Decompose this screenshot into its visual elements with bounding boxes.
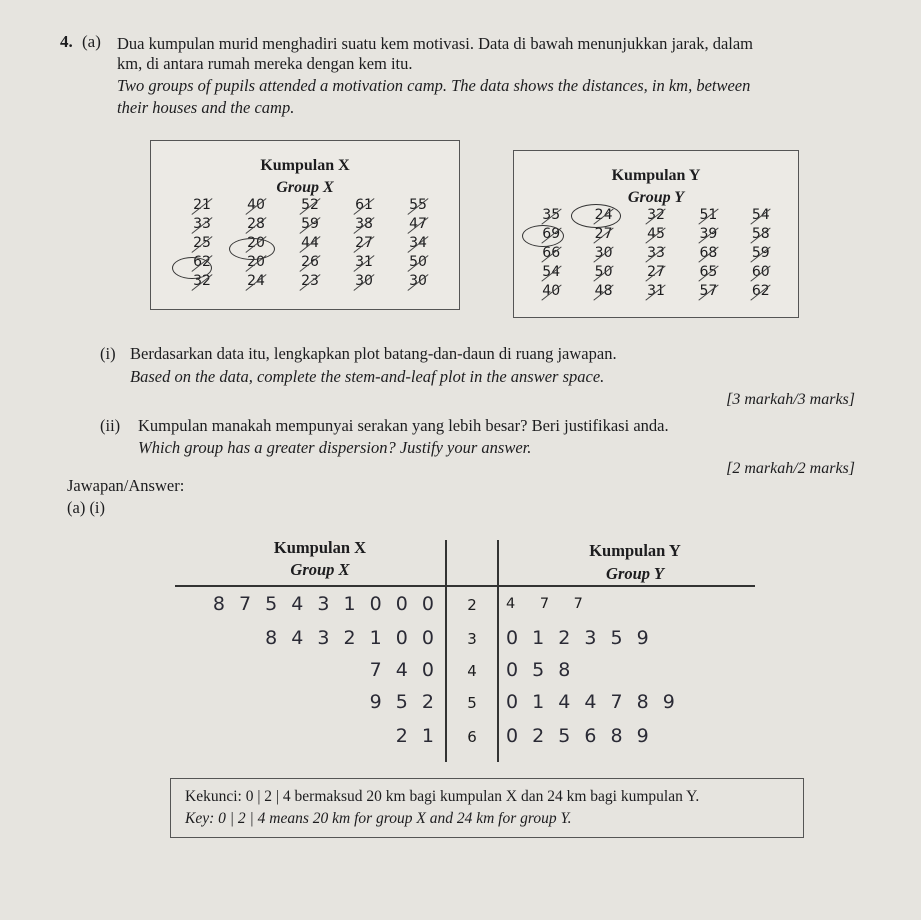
group-y-value: 62 [735,282,787,301]
group-x-value: 61 [337,196,391,215]
circled-value-mark [522,225,564,247]
group-x-value: 55 [391,196,445,215]
group-x-value: 38 [337,215,391,234]
key-text-malay: Kekunci: 0 | 2 | 4 bermaksud 20 km bagi kumpulan X dan 24 km bagi kumpulan Y. [185,788,700,805]
group-y-value: 57 [682,282,734,301]
stem-leaf-stem: 3 [467,630,477,648]
part-i-text-malay: Berdasarkan data itu, lengkapkan plot batang-dan-daun di ruang jawapan. [130,344,617,363]
group-x-values [175,196,445,291]
group-x-value: 21 [175,196,229,215]
answer-heading: Jawapan/Answer: [67,476,185,495]
group-y-value: 65 [682,263,734,282]
part-i-label: (i) [100,344,116,363]
stem-leaf-left-title-english: Group X [290,560,350,579]
part-ii-marks: [2 markah/2 marks] [726,460,855,477]
answer-sub-label: (a) (i) [67,498,106,517]
stem-leaf-stem: 2 [467,596,477,614]
group-y-value: 59 [735,244,787,263]
group-x-value: 44 [283,234,337,253]
group-x-value: 20 [229,234,283,253]
group-x-value: 50 [391,253,445,272]
group-x-value: 47 [391,215,445,234]
stem-leaf-stem: 4 [467,662,477,680]
stem-leaf-left-leaves: 8 7 5 4 3 1 0 0 0 [212,593,438,615]
group-x-value: 59 [283,215,337,234]
group-x-value: 31 [337,253,391,272]
question-text-english-2: their houses and the camp. [117,98,295,117]
stem-leaf-right-leaves: 0 1 2 3 5 9 [506,627,653,649]
group-x-value: 26 [283,253,337,272]
part-ii-label: (ii) [100,416,121,435]
stem-leaf-divider-right [497,540,499,762]
question-text-malay-1: Dua kumpulan murid menghadiri suatu kem motivasi. Data di bawah menunjukkan jarak, dalam [117,34,754,53]
stem-leaf-right-leaves: 0 1 4 4 7 8 9 [506,691,679,713]
stem-leaf-stem: 6 [467,728,477,746]
question-number: 4. [60,32,73,51]
group-x-value: 23 [283,272,337,291]
group-x-value: 24 [229,272,283,291]
circled-value-mark [229,238,275,260]
group-y-value: 54 [525,263,577,282]
group-x-title-malay: Kumpulan X [260,157,350,174]
stem-leaf-left-leaves: 9 5 2 [369,691,438,713]
key-box [170,778,804,838]
group-y-value: 40 [525,282,577,301]
stem-leaf-left-leaves: 7 4 0 [369,659,438,681]
stem-leaf-left-leaves: 8 4 3 2 1 0 0 [265,627,438,649]
part-i-text-english: Based on the data, complete the stem-and-leaf plot in the answer space. [130,367,605,386]
question-part: (a) [82,32,101,51]
group-y-value: 32 [630,206,682,225]
group-y-title-english: Group Y [627,189,685,206]
group-y-value: 27 [577,225,629,244]
group-y-value: 50 [577,263,629,282]
group-y-value: 58 [735,225,787,244]
group-y-value: 30 [577,244,629,263]
group-x-value: 28 [229,215,283,234]
group-y-value: 51 [682,206,734,225]
group-x-value: 52 [283,196,337,215]
group-y-value: 24 [577,206,629,225]
group-y-value: 45 [630,225,682,244]
stem-leaf-right-leaves: 0 2 5 6 8 9 [506,725,653,747]
group-x-value: 33 [175,215,229,234]
stem-leaf-right-title-malay: Kumpulan Y [589,541,681,560]
group-y-value: 39 [682,225,734,244]
group-y-values [525,206,787,301]
stem-leaf-header-rule [175,585,755,587]
group-x-value: 27 [337,234,391,253]
group-y-value: 66 [525,244,577,263]
stem-leaf-right-leaves: 0 5 8 [506,659,575,681]
group-y-title-malay: Kumpulan Y [611,167,701,184]
group-x-title-english: Group X [276,179,334,196]
stem-leaf-left-title-malay: Kumpulan X [273,538,367,557]
stem-leaf-divider-left [445,540,447,762]
group-y-value: 60 [735,263,787,282]
question-text-english-1: Two groups of pupils attended a motivation camp. The data shows the distances, in km, between [117,76,751,95]
circled-value-mark [172,257,212,279]
part-ii-text-malay: Kumpulan manakah mempunyai serakan yang lebih besar? Beri justifikasi anda. [138,416,669,435]
group-y-value: 69 [525,225,577,244]
group-y-value: 48 [577,282,629,301]
part-i-marks: [3 markah/3 marks] [726,391,855,408]
group-x-value: 34 [391,234,445,253]
group-x-value: 32 [175,272,229,291]
group-y-value: 35 [525,206,577,225]
stem-leaf-left-leaves: 2 1 [395,725,438,747]
question-text-malay-2: km, di antara rumah mereka dengan kem itu. [117,54,413,73]
group-y-value: 68 [682,244,734,263]
group-x-value: 30 [337,272,391,291]
stem-leaf-right-leaves: 4 7 7 [506,596,593,612]
stem-leaf-right-title-english: Group Y [606,564,664,583]
group-y-value: 27 [630,263,682,282]
part-ii-text-english: Which group has a greater dispersion? Justify your answer. [138,438,532,457]
group-x-value: 40 [229,196,283,215]
stem-leaf-stem: 5 [467,694,477,712]
group-y-value: 31 [630,282,682,301]
group-x-value: 30 [391,272,445,291]
group-y-value: 33 [630,244,682,263]
group-x-value: 25 [175,234,229,253]
group-x-value: 20 [229,253,283,272]
key-text-english: Key: 0 | 2 | 4 means 20 km for group X and 24 km for group Y. [185,810,572,827]
circled-value-mark [571,204,621,228]
group-y-value: 54 [735,206,787,225]
group-x-value: 62 [175,253,229,272]
